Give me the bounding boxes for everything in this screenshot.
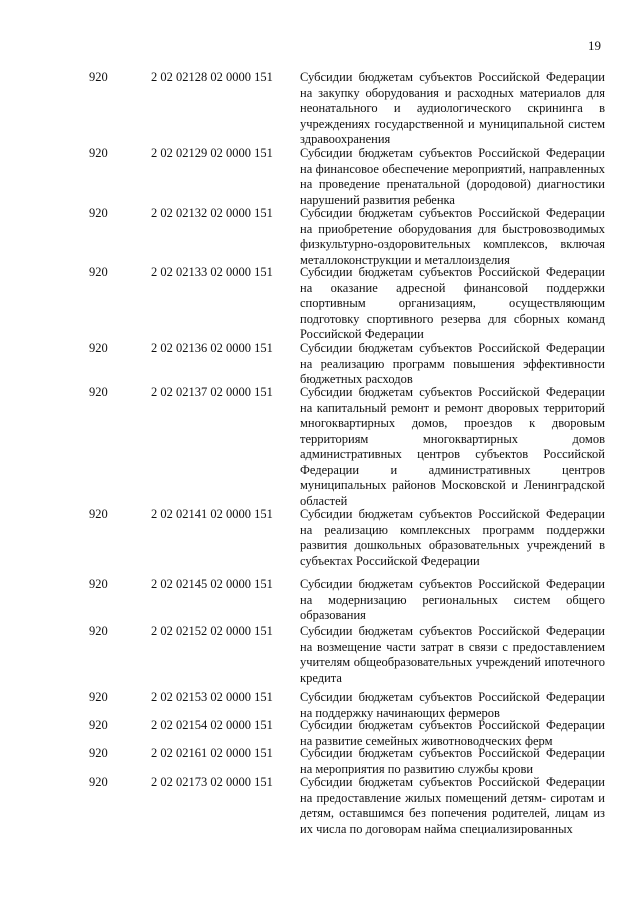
row-description: Субсидии бюджетам субъектов Российской Федерации на капитальный ремонт и ремонт дворовых территорий многоквартирных домов, проездов к дворовым территориям многоквартирных домов административных центров субъектов Российской Федерации и административных центров муниципальных районов Московской и Ленинградской областей (300, 385, 605, 508)
ministry-code: 920 (89, 206, 108, 220)
row-description: Субсидии бюджетам субъектов Российской Федерации на реализацию комплексных программ поддержки развития дошкольных образовательных учреждений в субъектах Российской Федерации (300, 507, 605, 568)
ministry-code: 920 (89, 70, 108, 84)
row-description: Субсидии бюджетам субъектов Российской Федерации на приобретение оборудования для быстровозводимых физкультурно-оздоровительных комплексов, включая металлоконструкции и металлоизделия (300, 206, 605, 267)
budget-classification-code: 2 02 02132 02 0000 151 (151, 206, 273, 220)
ministry-code: 920 (89, 690, 108, 704)
ministry-code: 920 (89, 385, 108, 399)
budget-classification-code: 2 02 02141 02 0000 151 (151, 507, 273, 521)
budget-classification-code: 2 02 02154 02 0000 151 (151, 718, 273, 732)
budget-classification-code: 2 02 02161 02 0000 151 (151, 746, 273, 760)
row-description: Субсидии бюджетам субъектов Российской Федерации на реализацию программ повышения эффективности бюджетных расходов (300, 341, 605, 386)
ministry-code: 920 (89, 341, 108, 355)
row-description: Субсидии бюджетам субъектов Российской Федерации на оказание адресной финансовой поддержки спортивным организациям, осуществляющим подготовку спортивного резерва для сборных команд Российской Федерации (300, 265, 605, 341)
ministry-code: 920 (89, 146, 108, 160)
budget-classification-code: 2 02 02133 02 0000 151 (151, 265, 273, 279)
row-description: Субсидии бюджетам субъектов Российской Федерации на закупку оборудования и расходных материалов для неонатального и аудиологического скрининга в учреждениях государственной и муниципальной систем здравоохранения (300, 70, 605, 146)
row-description: Субсидии бюджетам субъектов Российской Федерации на развитие семейных животноводческих ферм (300, 718, 605, 748)
ministry-code: 920 (89, 718, 108, 732)
ministry-code: 920 (89, 577, 108, 591)
ministry-code: 920 (89, 775, 108, 789)
budget-classification-code: 2 02 02152 02 0000 151 (151, 624, 273, 638)
budget-classification-code: 2 02 02173 02 0000 151 (151, 775, 273, 789)
ministry-code: 920 (89, 624, 108, 638)
row-description: Субсидии бюджетам субъектов Российской Федерации на поддержку начинающих фермеров (300, 690, 605, 720)
ministry-code: 920 (89, 746, 108, 760)
row-description: Субсидии бюджетам субъектов Российской Федерации на модернизацию региональных систем общего образования (300, 577, 605, 622)
page-number: 19 (588, 38, 601, 53)
ministry-code: 920 (89, 507, 108, 521)
row-description: Субсидии бюджетам субъектов Российской Федерации на мероприятия по развитию службы крови (300, 746, 605, 776)
budget-classification-code: 2 02 02145 02 0000 151 (151, 577, 273, 591)
budget-classification-code: 2 02 02136 02 0000 151 (151, 341, 273, 355)
budget-classification-code: 2 02 02153 02 0000 151 (151, 690, 273, 704)
row-description: Субсидии бюджетам субъектов Российской Федерации на возмещение части затрат в связи с предоставлением учителям общеобразовательных учреждений ипотечного кредита (300, 624, 605, 685)
budget-classification-code: 2 02 02128 02 0000 151 (151, 70, 273, 84)
row-description: Субсидии бюджетам субъектов Российской Федерации на финансовое обеспечение мероприятий, направленных на проведение пренатальной (дородовой) диагностики нарушений развития ребенка (300, 146, 605, 207)
budget-classification-code: 2 02 02137 02 0000 151 (151, 385, 273, 399)
budget-classification-code: 2 02 02129 02 0000 151 (151, 146, 273, 160)
ministry-code: 920 (89, 265, 108, 279)
row-description: Субсидии бюджетам субъектов Российской Федерации на предоставление жилых помещений детям- сиротам и детям, оставшимся без попечения родителей, лицам из их числа по договорам найма специализированных (300, 775, 605, 836)
